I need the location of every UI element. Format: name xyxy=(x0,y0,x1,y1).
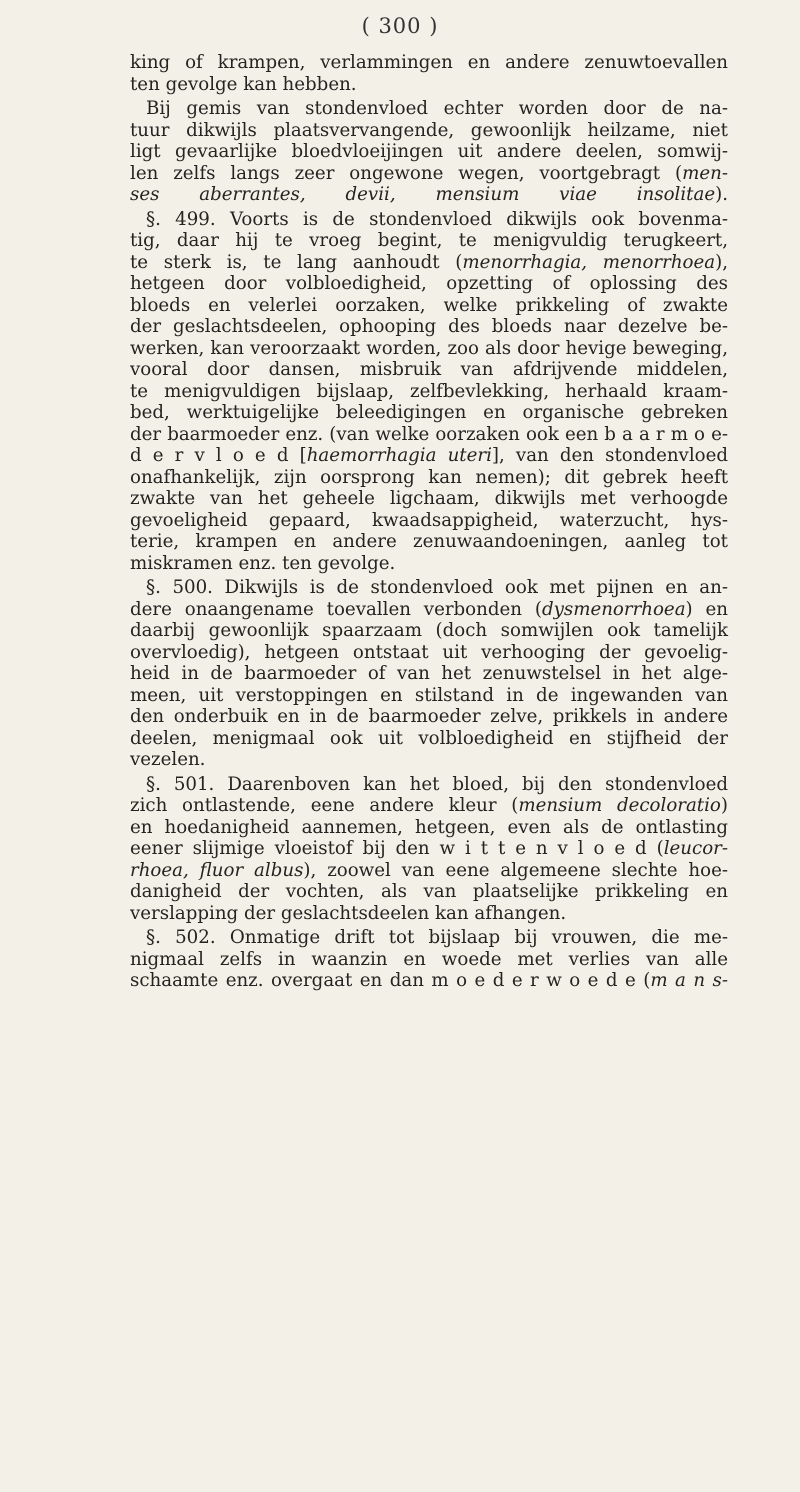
text-segment: dere onaangename toevallen verbonden ( xyxy=(130,598,542,620)
text-segment: en hoedanigheid aannemen, hetgeen, even als de ontlasting xyxy=(130,816,728,838)
text-line xyxy=(130,467,728,489)
text-line xyxy=(130,316,728,338)
text-segment: zwakte van het geheele ligchaam, dikwijls met verhoogde xyxy=(130,488,728,509)
text-segment: werken, kan veroorzaakt worden, zoo als door hevige beweging, xyxy=(130,337,728,359)
text-line xyxy=(130,52,728,74)
text-segment: eener slijmige vloeistof bij den w i t t e n v l o e d ( xyxy=(130,838,664,859)
text-segment: deelen, menigmaal ook uit volbloedigheid en stijfheid der xyxy=(130,727,728,749)
text-line xyxy=(130,795,728,817)
text-segment: te menigvuldigen bijslaap, zelfbevlekking, herhaald kraam- xyxy=(130,380,728,402)
text-line xyxy=(130,663,728,685)
text-segment: §. 501. Daarenboven kan het bloed, bij den stondenvloed xyxy=(146,773,728,795)
text-segment: te sterk is, te lang aanhoudt ( xyxy=(130,251,463,273)
text-line xyxy=(130,338,728,360)
text-line xyxy=(130,209,728,231)
italic-term: ses aberrantes, devii, mensium viae insolitae xyxy=(130,184,716,205)
italic-term: men- xyxy=(682,162,728,184)
text-line xyxy=(130,927,728,949)
text-segment: tig, daar hij te vroeg begint, te menigvuldig terugkeert, xyxy=(130,230,728,251)
text-segment: tuur dikwijls plaatsvervangende, gewoonlijk heilzame, niet xyxy=(130,119,728,141)
text-line xyxy=(130,685,728,707)
text-segment: ten gevolge kan hebben. xyxy=(130,73,357,95)
italic-term: haemorrhagia uteri xyxy=(306,445,492,466)
text-segment: heid in de baarmoeder of van het zenuwstelsel in het alge- xyxy=(130,663,728,684)
text-line xyxy=(130,774,728,796)
text-line xyxy=(130,817,728,839)
text-line xyxy=(130,728,728,750)
text-segment: schaamte enz. overgaat en dan m o e d e r w o e d e ( xyxy=(130,970,651,991)
text-segment: gevoeligheid gepaard, kwaadsappigheid, waterzucht, hys- xyxy=(130,509,728,531)
text-segment: der geslachtsdeelen, ophooping des bloeds naar dezelve be- xyxy=(130,316,728,337)
italic-term: rhoea, fluor albus xyxy=(130,859,304,881)
text-segment: ) en xyxy=(685,598,729,620)
text-segment: ), zoowel van eene algemeene slechte hoe- xyxy=(303,859,728,881)
italic-term: leucor- xyxy=(663,838,728,859)
text-segment: danigheid der vochten, als van plaatselijke prikkeling en xyxy=(130,881,728,902)
text-segment: §. 499. Voorts is de stondenvloed dikwijls ook bovenma- xyxy=(146,208,728,230)
text-segment: onafhankelijk, zijn oorsprong kan nemen); dit gebrek heeft xyxy=(130,466,728,488)
text-segment: bloeds en velerlei oorzaken, welke prikkeling of zwakte xyxy=(130,294,728,316)
text-line xyxy=(130,252,728,274)
text-line xyxy=(130,903,728,925)
text-segment: hetgeen door volbloedigheid, opzetting of oplossing des xyxy=(130,273,728,294)
text-line xyxy=(130,273,728,295)
text-segment: ], van den stondenvloed xyxy=(491,445,729,466)
text-line xyxy=(130,881,728,903)
text-line xyxy=(130,510,728,532)
body-text xyxy=(130,52,728,992)
text-line xyxy=(130,970,728,992)
text-segment: §. 500. Dikwijls is de stondenvloed ook met pijnen en an- xyxy=(146,577,728,598)
text-segment: vezelen. xyxy=(130,749,206,770)
text-line xyxy=(130,74,728,96)
text-line xyxy=(130,141,728,163)
text-line xyxy=(130,402,728,424)
text-segment: zich ontlastende, eene andere kleur ( xyxy=(130,795,519,816)
text-line xyxy=(130,98,728,120)
text-segment: nigmaal zelfs in waanzin en woede met verlies van alle xyxy=(130,948,728,970)
text-line xyxy=(130,295,728,317)
text-line xyxy=(130,531,728,553)
text-line xyxy=(130,184,728,206)
text-line xyxy=(130,381,728,403)
text-line xyxy=(130,488,728,510)
text-segment: overvloedig), hetgeen ontstaat uit verhooging der gevoelig- xyxy=(130,641,728,663)
text-line xyxy=(130,642,728,664)
text-line xyxy=(130,553,728,575)
text-segment: den onderbuik en in de baarmoeder zelve, prikkels in andere xyxy=(130,706,728,727)
text-segment: bed, werktuigelijke beleedigingen en organische gebreken xyxy=(130,402,728,423)
italic-term: m a n s- xyxy=(650,970,728,991)
text-line xyxy=(130,230,728,252)
text-segment: daarbij gewoonlijk spaarzaam (doch somwijlen ook tamelijk xyxy=(130,620,728,641)
text-line xyxy=(130,577,728,599)
text-segment: king of krampen, verlammingen en andere zenuwtoevallen xyxy=(130,52,728,73)
text-line xyxy=(130,749,728,771)
text-line xyxy=(130,706,728,728)
text-line xyxy=(130,838,728,860)
text-line xyxy=(130,359,728,381)
text-segment: Bij gemis van stondenvloed echter worden door de na- xyxy=(146,98,728,119)
text-line xyxy=(130,860,728,882)
text-line xyxy=(130,120,728,142)
text-segment: ), xyxy=(715,251,728,273)
text-segment: vooral door dansen, misbruik van afdrijvende middelen, xyxy=(130,359,728,380)
text-segment: miskramen enz. ten gevolge. xyxy=(130,552,396,574)
text-line xyxy=(130,445,728,467)
text-line xyxy=(130,949,728,971)
text-line xyxy=(130,620,728,642)
text-line xyxy=(130,599,728,621)
text-segment: der baarmoeder enz. (van welke oorzaken ook een b a a r m o e- xyxy=(130,423,728,445)
italic-term: mensium decoloratio xyxy=(518,795,721,816)
text-segment: ). xyxy=(715,184,728,205)
text-segment: terie, krampen en andere zenuwaandoeningen, aanleg tot xyxy=(130,531,728,552)
text-segment: ligt gevaarlijke bloedvloeijingen uit andere deelen, somwij- xyxy=(130,141,728,162)
italic-term: menorrhagia, menorrhoea xyxy=(462,251,716,273)
text-segment: §. 502. Onmatige drift tot bijslaap bij vrouwen, die me- xyxy=(146,927,728,948)
text-segment: ) xyxy=(720,795,728,816)
page-number: ( 300 ) xyxy=(361,14,439,38)
text-line xyxy=(130,424,728,446)
text-segment: len zelfs langs zeer ongewone wegen, voortgebragt ( xyxy=(130,162,683,184)
text-segment: meen, uit verstoppingen en stilstand in de ingewanden van xyxy=(130,684,728,706)
text-line xyxy=(130,163,728,185)
italic-term: dysmenorrhoea xyxy=(541,598,686,620)
text-segment: d e r v l o e d [ xyxy=(130,445,307,466)
text-segment: verslapping der geslachtsdeelen kan afhangen. xyxy=(130,902,567,924)
